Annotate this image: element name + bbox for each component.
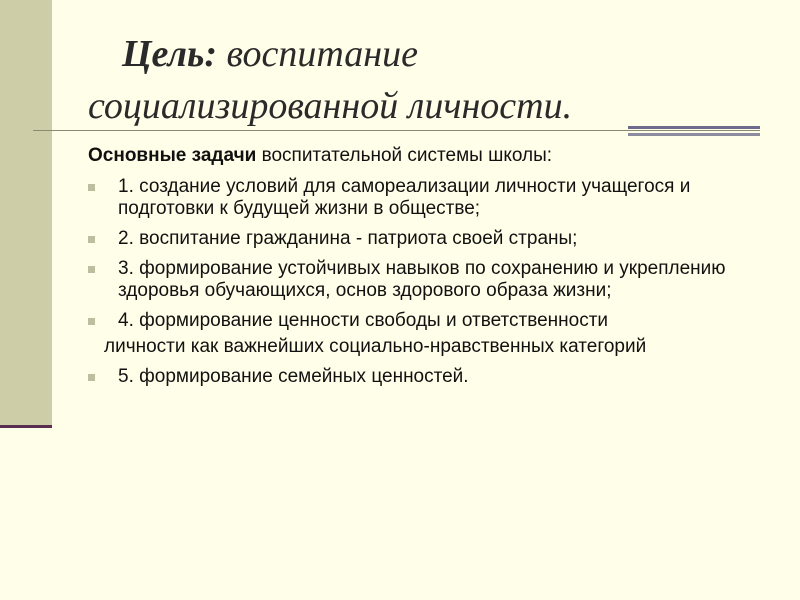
list-item-text: 2. воспитание гражданина - патриота своей страны;: [118, 228, 578, 249]
square-bullet-icon: [88, 184, 95, 191]
square-bullet-icon: [88, 266, 95, 273]
title-line-1: [88, 28, 778, 80]
title-goal-word: Цель:: [122, 33, 217, 75]
square-bullet-icon: [88, 318, 95, 325]
list-item-text: 5. формирование семейных ценностей.: [118, 366, 469, 387]
intro-bold: Основные задачи: [88, 145, 257, 166]
list-item: [88, 366, 768, 388]
list-item: [88, 228, 768, 250]
intro-line: [88, 145, 768, 167]
list-continuation-line: личности как важнейших социально-нравственных категорий: [104, 336, 647, 357]
title-goal-rest: воспитание: [226, 33, 418, 75]
left-band-edge: [0, 425, 52, 428]
divider-accent-bar: [628, 126, 760, 129]
content-body: [88, 145, 768, 396]
slide-title: [88, 28, 778, 132]
left-decorative-band: [0, 0, 52, 425]
list-item: [88, 258, 768, 302]
divider-accent-bar-lower: [628, 133, 760, 136]
list-item: [88, 176, 768, 220]
list-item: [88, 310, 768, 332]
list-item-text: 1. создание условий для самореализации личности учащегося и подготовки к будущей жизни в обществе;: [118, 176, 691, 219]
square-bullet-icon: [88, 374, 95, 381]
list-item-text: 3. формирование устойчивых навыков по сохранению и укреплению здоровья обучающихся, основ здорового образа жизни;: [118, 258, 726, 301]
title-divider: [33, 130, 760, 131]
intro-rest: воспитательной системы школы:: [261, 145, 553, 166]
list-item-text: 4. формирование ценности свободы и ответственности: [118, 310, 609, 331]
title-line-2: социализированной личности.: [88, 85, 573, 127]
square-bullet-icon: [88, 236, 95, 243]
